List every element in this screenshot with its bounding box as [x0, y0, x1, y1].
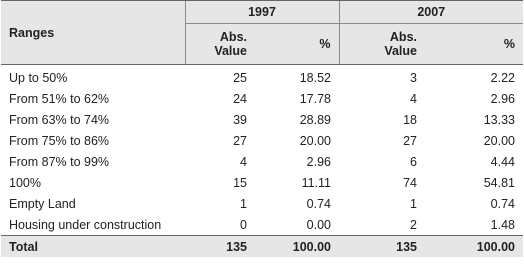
- table-row: [1, 193, 523, 214]
- abs-value-1997: 39: [233, 112, 247, 127]
- table-row: [1, 88, 523, 109]
- year-header-2007: 2007: [339, 1, 523, 24]
- abs-value-2007: 18: [403, 112, 417, 127]
- abs-value-2007: 3: [410, 70, 417, 85]
- abs-header-line1: Abs.: [389, 30, 417, 44]
- abs-header-line1: Abs.: [219, 30, 247, 44]
- row-label: From 51% to 62%: [9, 91, 110, 106]
- abs-header-line2: Value: [384, 44, 417, 58]
- total-pct-2007: 100.00: [425, 236, 523, 258]
- pct-value-1997: 11.11: [301, 175, 331, 190]
- total-abs-1997: 135: [185, 236, 255, 258]
- row-label: Up to 50%: [9, 70, 68, 85]
- header-row-years: [1, 1, 523, 24]
- pct-value-1997: 18.52: [299, 70, 331, 85]
- abs-value-2007: 1: [410, 196, 417, 211]
- abs-value-1997: 4: [240, 154, 247, 169]
- row-label: 100%: [9, 175, 41, 190]
- pct-value-2007: 13.33: [483, 112, 515, 127]
- table-row: [1, 214, 523, 236]
- total-label: Total: [1, 236, 185, 258]
- pct-header-2007: %: [425, 24, 523, 65]
- ranges-table: [1, 0, 523, 257]
- pct-value-1997: 2.96: [306, 154, 331, 169]
- pct-value-2007: 2.96: [490, 91, 515, 106]
- abs-value-header-2007: [339, 24, 425, 65]
- abs-value-1997: 0: [240, 217, 247, 232]
- row-label: From 75% to 86%: [9, 133, 110, 148]
- pct-value-2007: 1.48: [490, 217, 515, 232]
- table-row: [1, 109, 523, 130]
- abs-value-header-1997: [185, 24, 255, 65]
- abs-value-1997: 1: [240, 196, 247, 211]
- abs-value-2007: 27: [403, 133, 417, 148]
- abs-header-line2: Value: [214, 44, 247, 58]
- ranges-header: Ranges: [1, 1, 185, 65]
- pct-value-1997: 28.89: [299, 112, 331, 127]
- abs-value-2007: 2: [410, 217, 417, 232]
- total-row: [1, 236, 523, 258]
- pct-value-2007: 20.00: [483, 133, 515, 148]
- total-pct-1997: 100.00: [255, 236, 339, 258]
- year-header-1997: 1997: [185, 1, 339, 24]
- pct-value-1997: 17.78: [299, 91, 331, 106]
- table-body: [1, 65, 523, 258]
- abs-value-1997: 15: [233, 175, 247, 190]
- pct-value-1997: 0.74: [306, 196, 331, 211]
- abs-value-1997: 25: [233, 70, 247, 85]
- table-row: [1, 65, 523, 89]
- pct-value-2007: 2.22: [490, 70, 515, 85]
- pct-value-2007: 0.74: [490, 196, 515, 211]
- pct-value-2007: 4.44: [490, 154, 515, 169]
- abs-value-1997: 24: [233, 91, 247, 106]
- abs-value-2007: 74: [403, 175, 417, 190]
- table-row: [1, 151, 523, 172]
- table-row: [1, 130, 523, 151]
- total-abs-2007: 135: [339, 236, 425, 258]
- abs-value-1997: 27: [233, 133, 247, 148]
- table-row: [1, 172, 523, 193]
- pct-value-1997: 20.00: [299, 133, 331, 148]
- abs-value-2007: 6: [410, 154, 417, 169]
- row-label: Housing under construction: [9, 217, 162, 232]
- pct-header-1997: %: [255, 24, 339, 65]
- row-label: From 87% to 99%: [9, 154, 110, 169]
- row-label: Empty Land: [9, 196, 76, 211]
- abs-value-2007: 4: [410, 91, 417, 106]
- pct-value-2007: 54.81: [483, 175, 515, 190]
- row-label: From 63% to 74%: [9, 112, 110, 127]
- pct-value-1997: 0.00: [306, 217, 331, 232]
